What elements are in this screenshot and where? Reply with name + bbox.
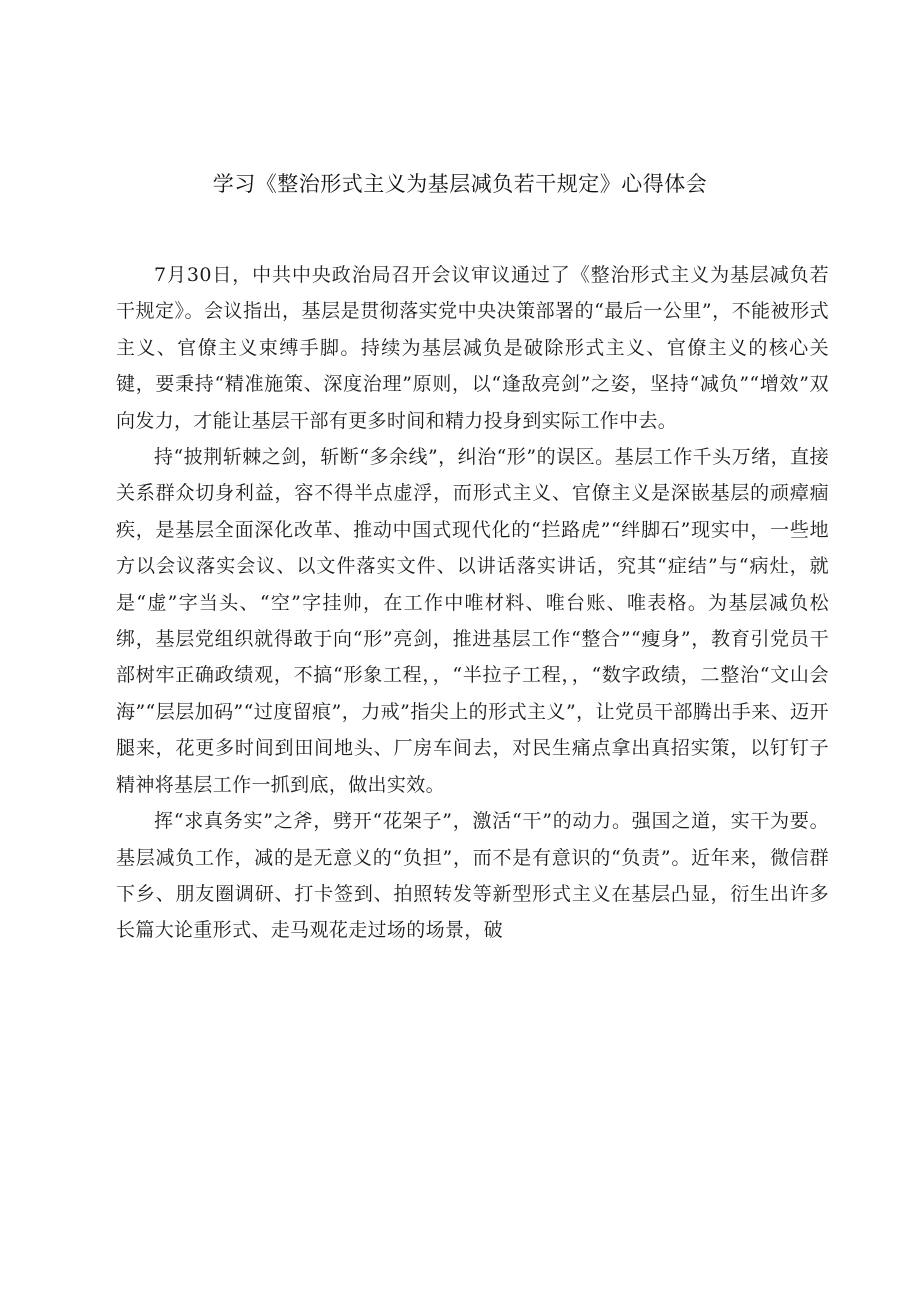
document-body [116,257,829,949]
paragraph-intro: 7月30日，中共中央政治局召开会议审议通过了《整治形式主义为基层减负若干规定》。会议指出，基层是贯彻落实党中央决策部署的“最后一公里”，不能被形式主义、官僚主义束缚手脚。持续为基层减负是破除形式主义、官僚主义的核心关键，要秉持“精准施策、深度治理”原则，以“逢敌亮剑”之姿，坚持“减负”“增效”双向发力，才能让基层干部有更多时间和精力投身到实际工作中去。 [116,264,829,432]
paragraph-formalism: 持“披荆斩棘之剑，斩断“多余线”，纠治“形”的误区。基层工作千头万绪，直接关系群众切身利益，容不得半点虚浮，而形式主义、官僚主义是深嵌基层的顽瘴痼疾，是基层全面深化改革、推动中国式现代化的“拦路虎”“绊脚石”现实中，一些地方以会议落实会议、以文件落实文件、以讲话落实讲话，究其“症结”与“病灶，就是“虚”字当头、“空”字挂帅，在工作中唯材料、唯台账、唯表格。为基层减负松绑，基层党组织就得敢于向“形”亮剑，推进基层工作“整合”“瘦身”，教育引党员干部树牢正确政绩观，不搞“形象工程，，“半拉子工程，，“数字政绩，二整治“文山会海”“层层加码”“过度留痕”，力戒”指尖上的形式主义”，让党员干部腾出手来、迈开腿来，花更多时间到田间地头、厂房车间去，对民生痛点拿出真招实策，以钉钉子精神将基层工作一抓到底，做出实效。 [116,446,829,796]
paragraph-pragmatism: 挥“求真务实”之斧，劈开“花架子”，激活“干”的动力。强国之道，实干为要。基层减负工作，减的是无意义的“负担”，而不是有意识的“负责”。近年来，微信群下乡、朋友圈调研、打卡签到、拍照转发等新型形式主义在基层凸显，衍生出许多长篇大论重形式、走马观花走过场的场景，破 [116,810,829,942]
document-title: 学习《整治形式主义为基层减负若干规定》心得体会 [212,172,708,196]
